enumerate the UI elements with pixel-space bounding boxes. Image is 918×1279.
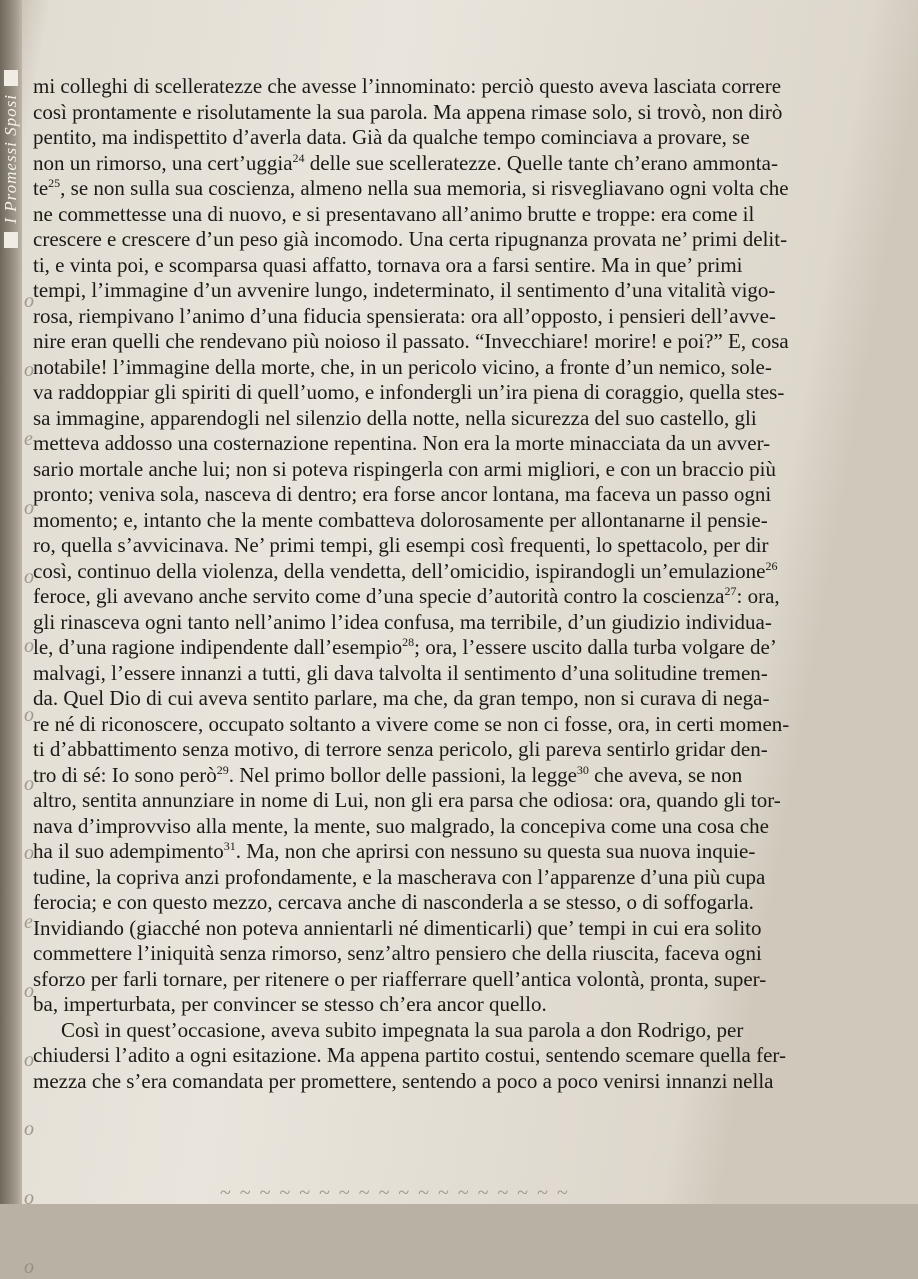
text-line: tempi, l’immagine d’un avvenire lungo, indeterminato, il sentimento d’una vitalità vigo- (33, 278, 776, 302)
text-line: ti, e vinta poi, e scomparsa quasi affatto, tornava ora a farsi sentire. Ma in que’ primi (33, 252, 743, 277)
text-line: altro, sentita annunziare in nome di Lui, non gli era parsa che odiosa: ora, quando gli tor- (33, 788, 781, 812)
text-line: pronto; veniva sola, nasceva di dentro; era forse ancor lontana, ma faceva un passo ogni (33, 482, 772, 506)
margin-pencil-marks: o o e o o o o o o e o o o o o (24, 290, 34, 1278)
text-line: malvagi, l’essere innanzi a tutti, gli dava talvolta il sentimento d’una solitudine tremen- (33, 660, 768, 685)
footnote-ref: 30 (576, 762, 589, 777)
text-line: ti d’abbattimento senza motivo, di terrore senza pericolo, gli pareva sentirlo gridar den- (33, 737, 768, 761)
text-line: sario mortale anche lui; non si poteva rispingerla con armi migliori, e con un braccio più (33, 456, 776, 481)
spine-marker (4, 70, 18, 86)
text-line: gli rinasceva ogni tanto nell’animo l’idea confusa, ma terribile, d’un giudizio individua- (33, 609, 772, 634)
text-line: sforzo per farli tornare, per ritenere o per riafferrare quell’antica volontà, pronta, super- (33, 966, 767, 991)
text-line: nava d’improvviso alla mente, la mente, suo malgrado, la concepiva come una cosa che (33, 813, 769, 838)
text-line: Così in quest’occasione, aveva subito impegnata la sua parola a don Rodrigo, per (61, 1017, 744, 1042)
body-text (33, 74, 913, 1094)
text-line: le, d’una ragione indipendente dall’esempio$^{28}$; ora, l’essere uscito dalla turba volgare de’ (33, 635, 777, 659)
footnote-ref: 26 (765, 558, 778, 573)
text-line: mi colleghi di scelleratezze che avesse l’innominato: perciò questo aveva lasciata correre (33, 74, 782, 98)
text-line: re né di riconoscere, occupato soltanto a vivere come se non ci fosse, ora, in certi momen- (33, 711, 790, 736)
text-line: crescere e crescere d’un peso già incomodo. Una certa ripugnanza provata ne’ primi delit- (33, 227, 788, 251)
text-line: notabile! l’immagine della morte, che, in un pericolo vicino, a fronte d’un nemico, sole- (33, 354, 772, 379)
spine-title: I Promessi Sposi (1, 94, 20, 224)
text-line: momento; e, intanto che la mente combatteva dolorosamente per allontanarne il pensie- (33, 507, 768, 532)
text-line: mezza che s’era comandata per promettere, sentendo a poco a poco venirsi innanzi nella (33, 1068, 774, 1093)
text-line: $te^{25}$, se non sulla sua coscienza, almeno nella sua memoria, si risvegliavano ogni volta che (33, 176, 789, 200)
footnote-ref: 28 (402, 635, 415, 649)
text-line: pentito, ma indispettito d’averla data. Già da qualche tempo cominciava a provare, se (33, 125, 750, 149)
bleed-through-text: ~ ~ ~ ~ ~ ~ ~ ~ ~ ~ ~ ~ ~ ~ ~ ~ ~ ~ (220, 1182, 570, 1204)
text-line: da. Quel Dio di cui aveva sentito parlare, ma che, da gran tempo, non si curava di nega- (33, 686, 770, 710)
text-line: tudine, la copriva anzi profondamente, e la mascherava con l’apparenze d’una più cupa (33, 864, 766, 889)
footnote-ref: 24 (292, 150, 305, 165)
text-line: rosa, riempivano l’animo d’una fiducia spensierata: ora all’opposto, i pensieri dell’avve- (33, 303, 776, 328)
text-line: ha il suo adempimento$^{31}$. Ma, non che aprirsi con nessuno su questa sua nuova inquie- (33, 839, 756, 863)
text-line: ferocia; e con questo mezzo, cercava anche di nasconderla a se stesso, o di soffogarla. (33, 890, 754, 914)
text-line: sa immagine, apparendogli nel silenzio della notte, nella sicurezza del suo castello, gli (33, 405, 757, 430)
text-line: così prontamente e risolutamente la sua parola. Ma appena rimase solo, si trovò, non dirò (33, 99, 783, 124)
text-line: ro, quella s’avvicinava. Ne’ primi tempi, gli esempi così frequenti, lo spettacolo, per dir (33, 533, 769, 557)
text-line: non un rimorso, una cert’uggia$^{24}$ delle sue scelleratezze. Quelle tante ch’erano ammonta- (33, 150, 778, 175)
text-line: ne commettesse una di nuovo, e si presentavano all’animo brutte e troppe: era come il (33, 201, 755, 226)
text-line: commettere l’iniquità senza rimorso, senz’altro pensiero che della riuscita, faceva ogni (33, 941, 762, 965)
text-line: nire eran quelli che rendevano più noioso il passato. “Invecchiare! morire! e poi?” E, cosa (33, 329, 789, 353)
footnote-ref: 31 (223, 839, 236, 853)
text-line: Invidiando (giacché non poteva annientarli né dimenticarli) que’ tempi in cui era solito (33, 915, 762, 940)
text-line: chiudersi l’adito a ogni esitazione. Ma appena partito costui, sentendo scemare quella fer- (33, 1043, 786, 1067)
spine-tab (2, 70, 20, 310)
text-line: ba, imperturbata, per convincer se stesso ch’era ancor quello. (33, 992, 547, 1016)
footnote-ref: 29 (216, 762, 229, 777)
footnote-ref: 27 (724, 584, 737, 598)
text-line: va raddoppiar gli spiriti di quell’uomo, e infondergli un’ira piena di coraggio, quella stes- (33, 380, 785, 404)
text-line: metteva addosso una costernazione repentina. Non era la morte minacciata da un avver- (33, 431, 771, 455)
text-line: feroce, gli avevano anche servito come d’una specie d’autorità contro la coscienza$^{27}$: ora, (33, 584, 780, 608)
text-line: così, continuo della violenza, della vendetta, dell’omicidio, ispirandogli un’emulazione$^{26}$ (33, 558, 778, 583)
spine-marker (4, 232, 18, 248)
footnote-ref: 25 (48, 176, 61, 190)
text-line: tro di sé: Io sono però$^{29}$. Nel primo bollor delle passioni, la legge$^{30}$ che aveva, se non (33, 762, 743, 787)
